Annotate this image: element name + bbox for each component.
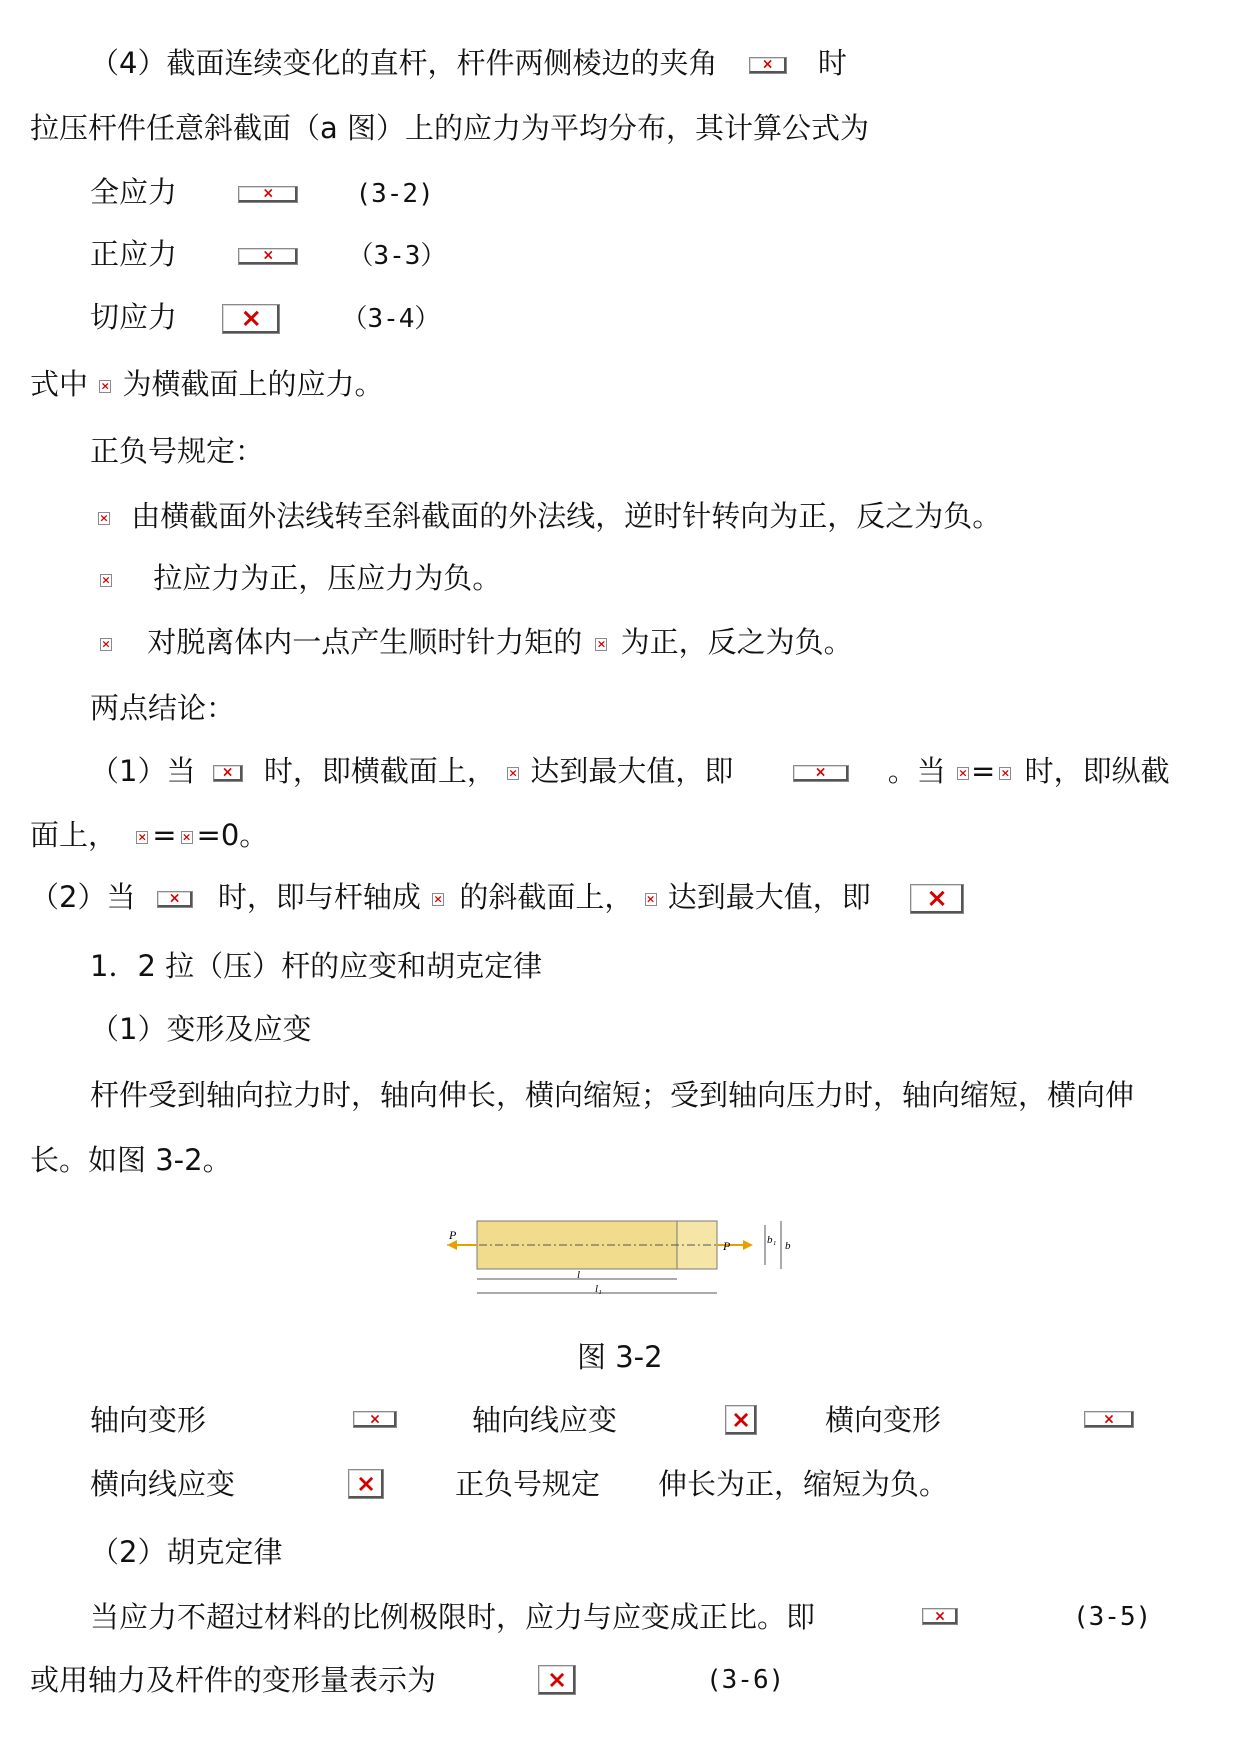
right-arrow-head: [743, 1240, 753, 1250]
sign-rule-2: [100, 558, 501, 598]
conclusion-2: [30, 877, 964, 917]
formula-image-icon: [999, 767, 1011, 780]
axial-deform-label: 轴向变形: [90, 1403, 207, 1437]
formula-image-icon: [348, 1469, 384, 1499]
hooke-num-2: (3-6): [706, 1665, 785, 1695]
axial-strain-label: 轴向线应变: [472, 1403, 618, 1437]
sign-rule-3-text-a: 对脱离体内一点产生顺时针力矩的: [147, 625, 583, 659]
formula-row-shear: [90, 297, 440, 337]
p3-text-a: 式中: [30, 367, 89, 401]
l1-label: l₁: [595, 1283, 602, 1295]
formula-image-icon: [793, 765, 849, 782]
formula-label: 全应力: [90, 175, 178, 209]
paragraph-3: [30, 364, 383, 404]
p2-text: 拉压杆件任意斜截面（a 图）上的应力为平均分布，其计算公式为: [30, 111, 869, 145]
c2-text: （2）当: [30, 880, 136, 914]
tau-symbol-icon: [100, 638, 112, 651]
c1-text: =0。: [196, 818, 269, 852]
figure-caption: [577, 1337, 663, 1377]
section-sub-1-text: （1）变形及应变: [90, 1012, 312, 1046]
alpha-symbol-icon: [98, 512, 110, 525]
sign-rule-1: [98, 496, 1001, 536]
formula-label: 切应力: [90, 300, 178, 334]
formula-number: （3-3）: [347, 241, 447, 271]
bar-diagram: [437, 1207, 802, 1301]
sigma-symbol-icon: [99, 380, 111, 393]
c1-text: 面上，: [30, 818, 118, 852]
c1-text: 达到最大值，即: [530, 754, 734, 788]
formula-label: 正应力: [90, 237, 178, 271]
conclusions-title: [90, 688, 235, 728]
formula-image-icon: [538, 1665, 576, 1695]
b1-label: b₁: [767, 1234, 777, 1246]
sign-rule-3: [100, 622, 853, 662]
c1-text: 时，即纵截: [1024, 754, 1170, 788]
formula-image-icon: [213, 765, 243, 782]
hooke-title: [90, 1532, 282, 1572]
c2-text: 达到最大值，即: [667, 880, 871, 914]
tau-symbol-icon: [181, 831, 193, 844]
p-right-label: P: [723, 1239, 731, 1253]
section-heading: [90, 946, 542, 986]
desc-line-2-text: 长。如图 3-2。: [30, 1143, 232, 1177]
hooke-text-1: 当应力不超过材料的比例极限时，应力与应变成正比。即: [90, 1600, 816, 1634]
formula-image-icon: [353, 1411, 397, 1428]
formula-image-icon: [725, 1405, 757, 1435]
tau-symbol-icon: [645, 893, 657, 906]
figure-3-2: [437, 1207, 802, 1301]
formula-image-icon: [910, 884, 964, 914]
desc-line-1-text: 杆件受到轴向拉力时，轴向伸长，横向缩短；受到轴向压力时，轴向缩短，横向伸: [90, 1078, 1135, 1112]
formula-image-icon: [157, 891, 193, 908]
hooke-text-2: 或用轴力及杆件的变形量表示为: [30, 1663, 437, 1697]
formula-image-icon: [749, 57, 787, 74]
sign-rule-label: 正负号规定: [455, 1467, 601, 1501]
sigma-symbol-icon: [100, 574, 112, 587]
conclusion-1-cont: [30, 815, 268, 855]
lateral-deform-label: 横向变形: [825, 1403, 942, 1437]
c1-text: 时，即横截面上，: [263, 754, 496, 788]
formula-image-icon: [222, 304, 280, 334]
formula-image-icon: [238, 248, 298, 265]
strain-row-2: [90, 1464, 1230, 1504]
formula-number: （3-4）: [341, 304, 441, 334]
sign-title-text: 正负号规定：: [90, 434, 265, 468]
formula-image-icon: [432, 893, 444, 906]
p1-text-a: （4）截面连续变化的直杆，杆件两侧棱边的夹角: [90, 46, 718, 80]
sign-rule-3-text-b: 为正，反之为负。: [620, 625, 853, 659]
sign-title: [90, 431, 264, 471]
c2-text: 时，即与杆轴成: [217, 880, 421, 914]
l-label: l: [577, 1269, 581, 1281]
formula-row-normal: [90, 234, 446, 274]
hooke-line-2: [30, 1660, 1230, 1700]
paragraph-2: [30, 108, 869, 148]
sigma-symbol-icon: [136, 831, 148, 844]
formula-image-icon: [1084, 1411, 1134, 1428]
alpha-symbol-icon: [957, 767, 969, 780]
figure-caption-text: 图 3-2: [577, 1340, 663, 1374]
p1-text-b: 时: [817, 46, 847, 80]
strain-row-1: [90, 1400, 1230, 1440]
conclusions-title-text: 两点结论：: [90, 691, 236, 725]
c2-text: 的斜截面上，: [459, 880, 634, 914]
sign-rule-2-text: 拉应力为正，压应力为负。: [153, 561, 502, 595]
tau-symbol-icon: [595, 638, 607, 651]
section-heading-text: 1．2 拉（压）杆的应变和胡克定律: [90, 949, 543, 983]
p-left-label: P: [449, 1228, 457, 1242]
formula-image-icon: [922, 1608, 958, 1625]
section-sub-1: [90, 1009, 311, 1049]
lateral-strain-label: 横向线应变: [90, 1467, 236, 1501]
conclusion-1: [90, 751, 1170, 791]
sigma-symbol-icon: [507, 767, 519, 780]
hooke-line-1: [90, 1597, 1230, 1637]
c1-text: =: [152, 818, 177, 852]
formula-row-total: [90, 172, 434, 212]
formula-number: (3-2): [355, 179, 434, 209]
c1-text: （1）当: [90, 754, 196, 788]
sign-desc-text: 伸长为正，缩短为负。: [658, 1467, 949, 1501]
desc-line-1: [90, 1075, 1134, 1115]
desc-line-2: [30, 1140, 232, 1180]
b-label: b: [785, 1240, 791, 1252]
sign-rule-1-text: 由横截面外法线转至斜截面的外法线，逆时针转向为正，反之为负。: [131, 499, 1002, 533]
p3-text-b: 为横截面上的应力。: [122, 367, 384, 401]
hooke-num-1: (3-5): [1073, 1602, 1152, 1632]
c1-text: =: [971, 754, 996, 788]
paragraph-1: [90, 43, 847, 83]
formula-image-icon: [238, 186, 298, 203]
hooke-title-text: （2）胡克定律: [90, 1535, 283, 1569]
c1-text: 。当: [887, 754, 946, 788]
